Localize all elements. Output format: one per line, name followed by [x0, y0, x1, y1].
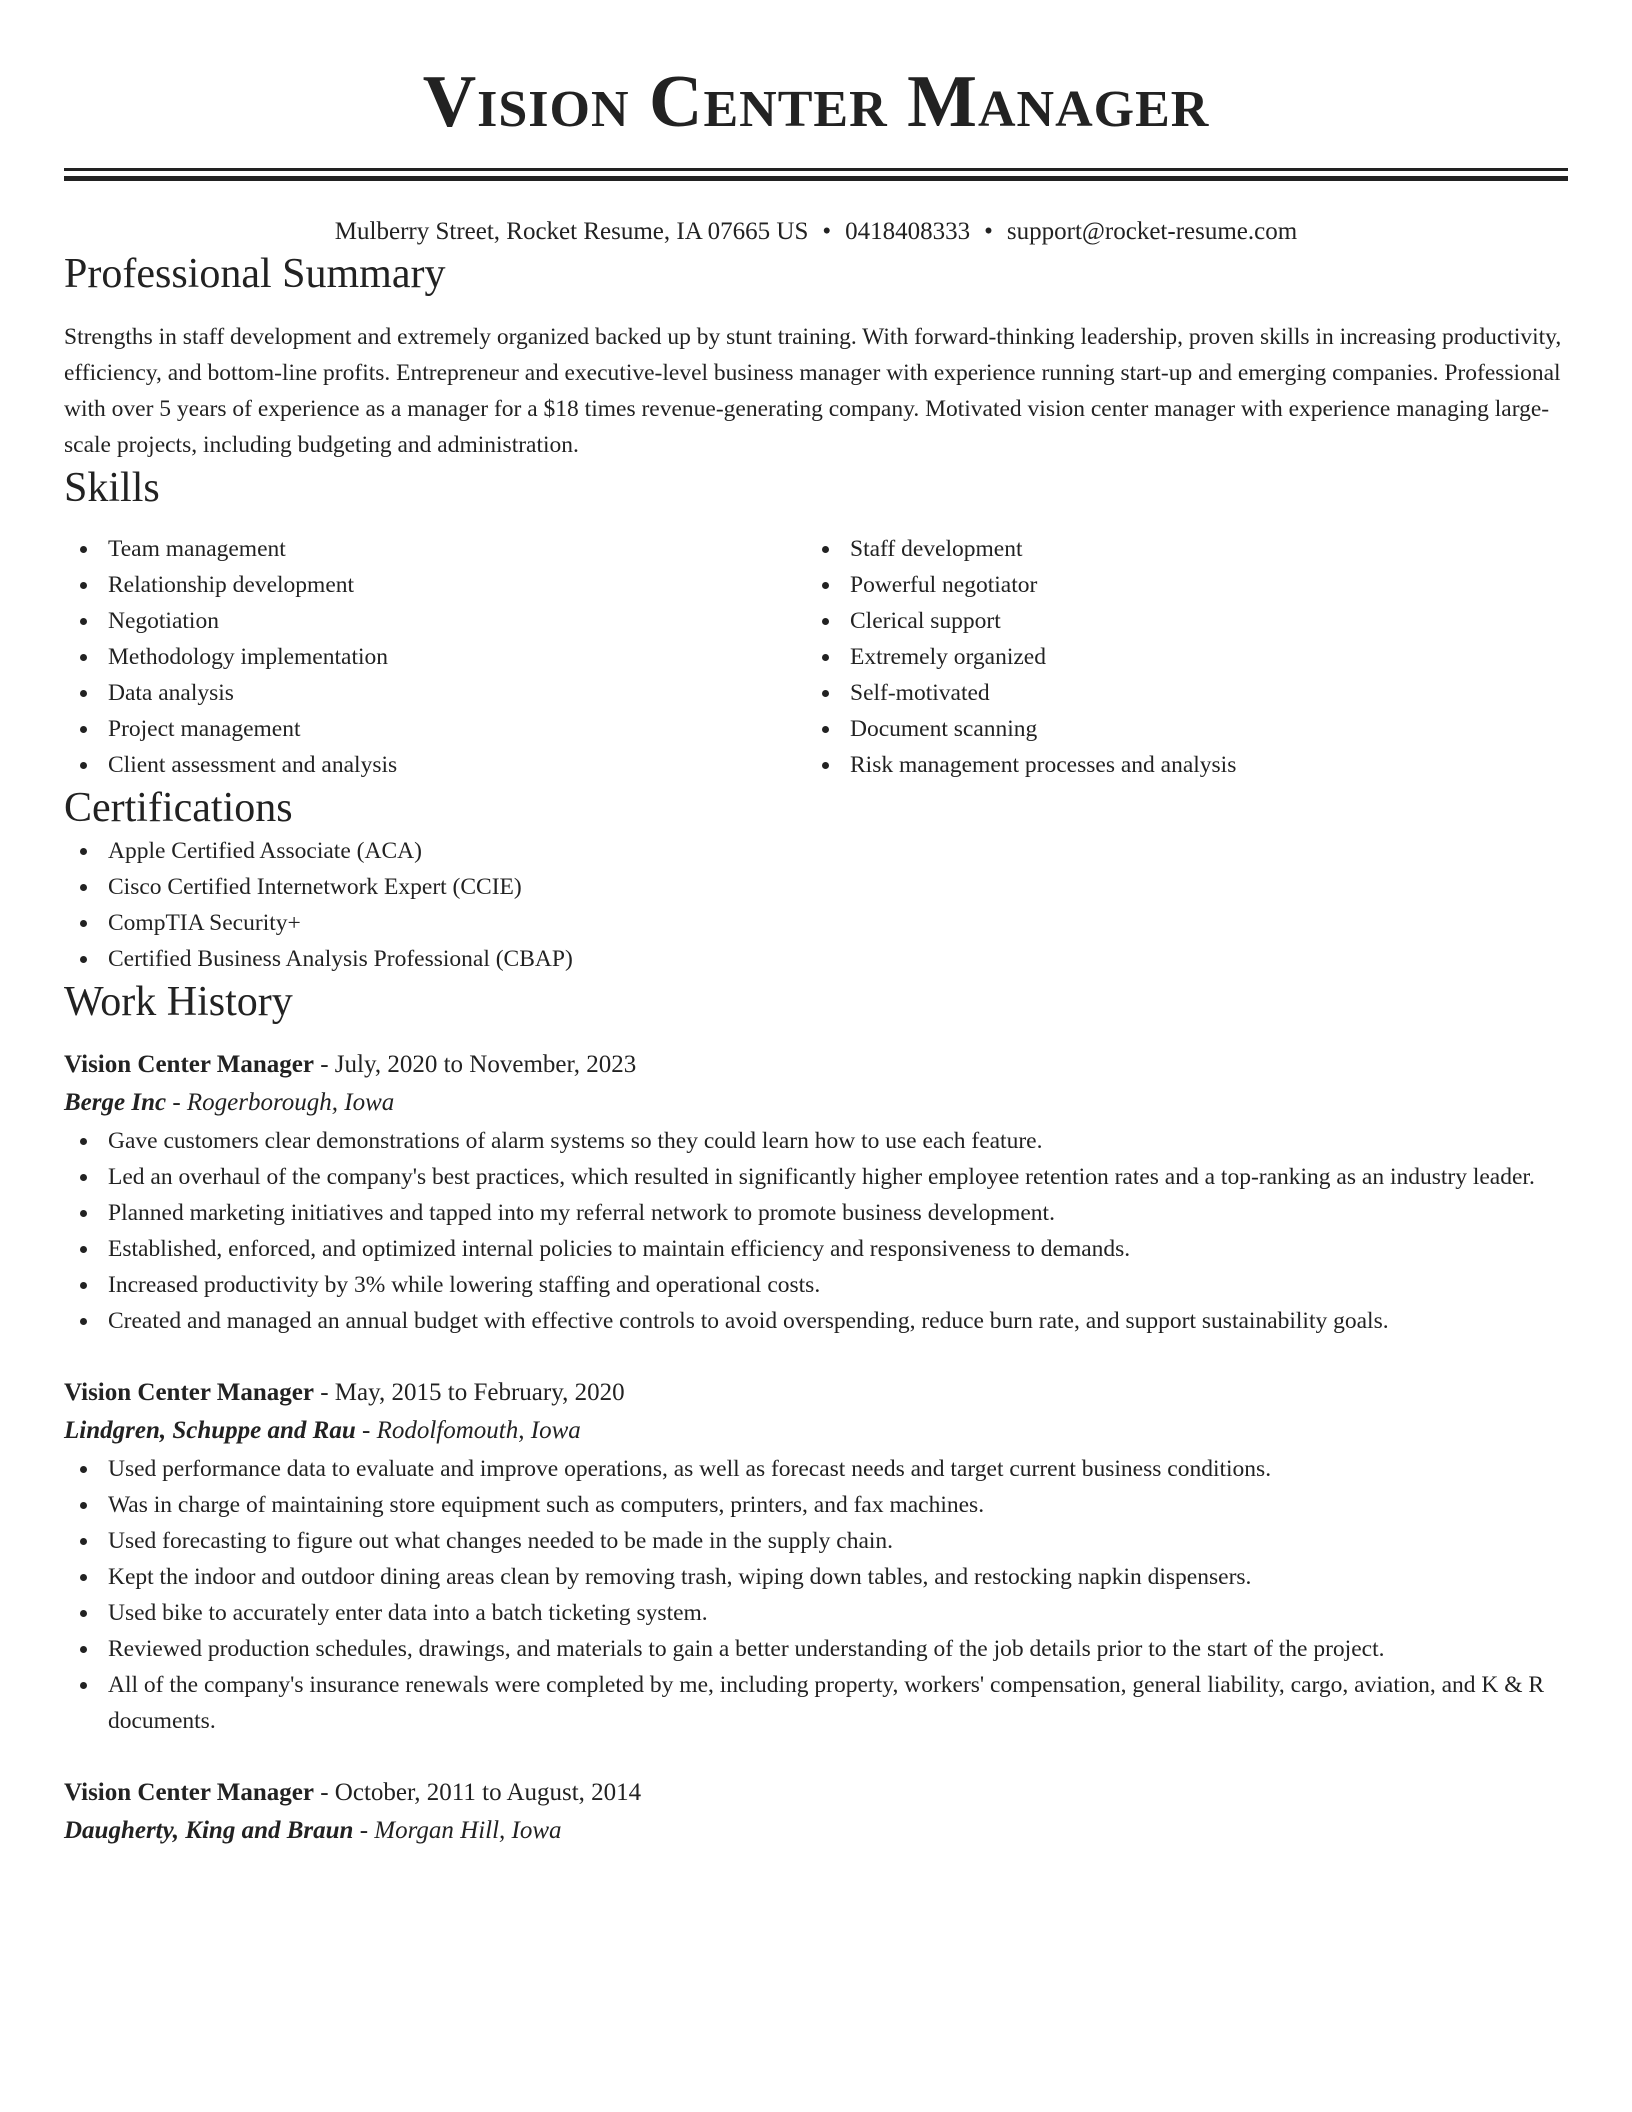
job-header — [64, 1047, 1568, 1083]
skill-item: Powerful negotiator — [806, 567, 1548, 603]
work-history-heading: Work History — [64, 979, 293, 1025]
job-entry — [64, 1775, 1568, 1851]
job-dates: - May, 2015 to February, 2020 — [313, 1379, 625, 1406]
skill-item: Relationship development — [64, 567, 806, 603]
contact-address: Mulberry Street, Rocket Resume, IA 07665 US — [334, 218, 809, 245]
job-duty: Used performance data to evaluate and improve operations, as well as forecast needs and target current business conditions. — [64, 1451, 1568, 1487]
skill-item: Methodology implementation — [64, 639, 806, 675]
contact-separator: • — [822, 218, 832, 245]
certification-item: Cisco Certified Internetwork Expert (CCIE) — [64, 869, 1568, 905]
job-title: Vision Center Manager — [64, 1051, 314, 1078]
job-duty: All of the company's insurance renewals were completed by me, including property, workers' compensation, general liability, cargo, aviation, and K & R documents. — [64, 1667, 1568, 1739]
job-duty: Reviewed production schedules, drawings, and materials to gain a better understanding of the job details prior to the start of the project. — [64, 1631, 1568, 1667]
job-duty: Was in charge of maintaining store equipment such as computers, printers, and fax machines. — [64, 1487, 1568, 1523]
skill-item: Clerical support — [806, 603, 1548, 639]
job-company: Lindgren, Schuppe and Rau — [64, 1417, 356, 1444]
skill-item: Negotiation — [64, 603, 806, 639]
skill-item: Data analysis — [64, 675, 806, 711]
resume-page — [64, 0, 1568, 1851]
job-title: Vision Center Manager — [64, 1779, 314, 1806]
job-entry — [64, 1375, 1568, 1739]
skills-list-left — [64, 531, 806, 783]
certifications-list — [64, 833, 1568, 977]
job-duty: Led an overhaul of the company's best practices, which resulted in significantly higher employee retention rates and a top-ranking as an industry leader. — [64, 1159, 1568, 1195]
job-duties-list — [64, 1451, 1568, 1739]
job-company: Berge Inc — [64, 1089, 167, 1116]
job-duty: Increased productivity by 3% while lowering staffing and operational costs. — [64, 1267, 1568, 1303]
skill-item: Self-motivated — [806, 675, 1548, 711]
job-duty: Gave customers clear demonstrations of alarm systems so they could learn how to use each feature. — [64, 1123, 1568, 1159]
skills-heading: Skills — [64, 465, 160, 511]
skill-item: Staff development — [806, 531, 1548, 567]
job-dates: - October, 2011 to August, 2014 — [313, 1779, 642, 1806]
job-duty: Used bike to accurately enter data into a batch ticketing system. — [64, 1595, 1568, 1631]
header-rule-top — [64, 168, 1568, 171]
certification-item: Certified Business Analysis Professional (CBAP) — [64, 941, 1568, 977]
job-title: Vision Center Manager — [64, 1379, 314, 1406]
job-location: - Rodolfomouth, Iowa — [355, 1417, 581, 1444]
skill-item: Client assessment and analysis — [64, 747, 806, 783]
skill-item: Project management — [64, 711, 806, 747]
certification-item: Apple Certified Associate (ACA) — [64, 833, 1568, 869]
contact-phone: 0418408333 — [845, 218, 971, 245]
job-duty: Kept the indoor and outdoor dining areas clean by removing trash, wiping down tables, and restocking napkin dispensers. — [64, 1559, 1568, 1595]
summary-heading: Professional Summary — [64, 251, 446, 297]
contact-email: support@rocket-resume.com — [1006, 218, 1298, 245]
job-company-line — [64, 1411, 1568, 1451]
skill-item: Risk management processes and analysis — [806, 747, 1548, 783]
job-location: - Rogerborough, Iowa — [166, 1089, 395, 1116]
skills-column-right — [806, 531, 1548, 783]
resume-name: Vision Center Manager — [422, 61, 1210, 143]
certification-item: CompTIA Security+ — [64, 905, 1568, 941]
certifications-heading: Certifications — [64, 785, 293, 831]
skills-column-left — [64, 531, 806, 783]
skill-item: Document scanning — [806, 711, 1548, 747]
job-company-line — [64, 1083, 1568, 1123]
header-rule-bottom — [64, 176, 1568, 181]
skill-item: Team management — [64, 531, 806, 567]
job-location: - Morgan Hill, Iowa — [353, 1817, 562, 1844]
job-company: Daugherty, King and Braun — [64, 1817, 354, 1844]
job-duty: Established, enforced, and optimized internal policies to maintain efficiency and responsiveness to demands. — [64, 1231, 1568, 1267]
skills-list-right — [806, 531, 1548, 783]
job-dates: - July, 2020 to November, 2023 — [313, 1051, 637, 1078]
contact-line — [64, 215, 1568, 249]
job-company-line — [64, 1811, 1568, 1851]
job-duty: Created and managed an annual budget with effective controls to avoid overspending, reduce burn rate, and support sustainability goals. — [64, 1303, 1568, 1339]
summary-text: Strengths in staff development and extremely organized backed up by stunt training. With forward-thinking leadership, proven skills in increasing productivity, efficiency, and bottom-line profits. Entrepreneur and executive-level business manager with experience running start-up and emerging companies. Professional with over 5 years of experience as a manager for a $18 times revenue-generating company. Motivated vision center manager with experience managing large-scale projects, including budgeting and administration. — [64, 324, 1562, 458]
job-duties-list — [64, 1123, 1568, 1339]
skill-item: Extremely organized — [806, 639, 1548, 675]
contact-separator: • — [984, 218, 993, 245]
job-header — [64, 1375, 1568, 1411]
job-entry — [64, 1047, 1568, 1339]
job-duty: Planned marketing initiatives and tapped into my referral network to promote business development. — [64, 1195, 1568, 1231]
job-duty: Used forecasting to figure out what changes needed to be made in the supply chain. — [64, 1523, 1568, 1559]
skills-columns — [64, 531, 1568, 783]
job-header — [64, 1775, 1568, 1811]
